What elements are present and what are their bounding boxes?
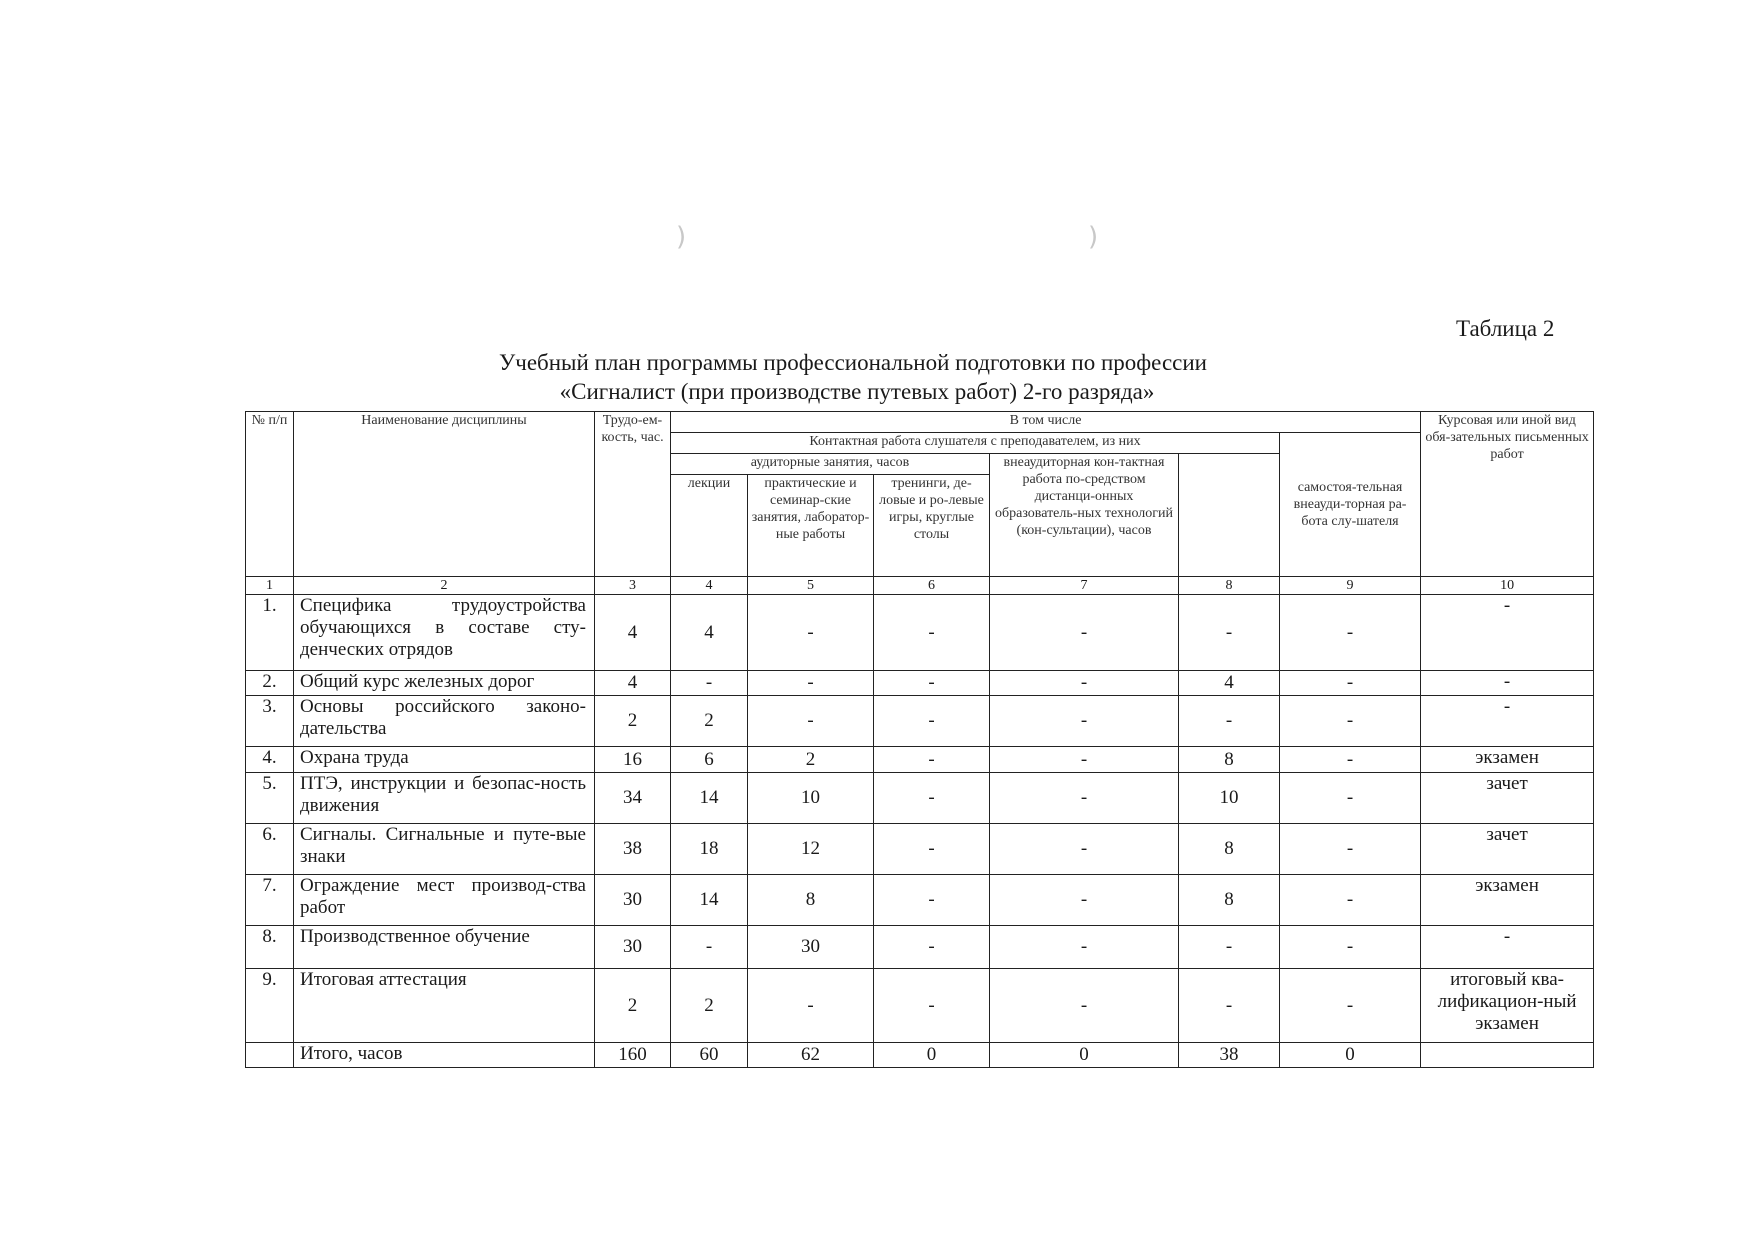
table-row xyxy=(246,671,1594,696)
row-num: 5. xyxy=(246,773,294,824)
column-number: 7 xyxy=(990,577,1179,595)
row-course: - xyxy=(1280,747,1421,773)
row-extra: - xyxy=(990,875,1179,926)
row-self: 8 xyxy=(1179,747,1280,773)
header-trainings: тренинги, де-ловые и ро-левые игры, круглые столы xyxy=(874,475,990,577)
row-labor: 38 xyxy=(595,824,671,875)
total-label: Итого, часов xyxy=(294,1043,595,1068)
row-course: - xyxy=(1280,875,1421,926)
table-row xyxy=(246,696,1594,747)
total-course: 0 xyxy=(1280,1043,1421,1068)
row-extra: - xyxy=(990,696,1179,747)
row-self: 8 xyxy=(1179,875,1280,926)
row-discipline: Общий курс железных дорог xyxy=(294,671,595,696)
scan-artifact-mark: ) xyxy=(1088,222,1099,252)
row-discipline: Основы российского законо-дательства xyxy=(294,696,595,747)
row-num: 1. xyxy=(246,595,294,671)
row-trainings: - xyxy=(874,926,990,969)
row-labor: 34 xyxy=(595,773,671,824)
table-label: Таблица 2 xyxy=(1456,316,1555,341)
row-discipline: Производственное обучение xyxy=(294,926,595,969)
row-extra: - xyxy=(990,926,1179,969)
row-num: 8. xyxy=(246,926,294,969)
row-discipline: ПТЭ, инструкции и безопас-ность движения xyxy=(294,773,595,824)
row-lectures: 4 xyxy=(671,595,748,671)
total-extra: 0 xyxy=(990,1043,1179,1068)
row-num: 9. xyxy=(246,969,294,1043)
row-self: 4 xyxy=(1179,671,1280,696)
row-practical: - xyxy=(748,595,874,671)
row-labor: 2 xyxy=(595,969,671,1043)
header-including: В том числе xyxy=(671,412,1421,433)
row-self: - xyxy=(1179,696,1280,747)
document-title-line-2: «Сигналист (при производстве путевых работ) 2-го разряда» xyxy=(559,379,1155,404)
row-lectures: 2 xyxy=(671,969,748,1043)
row-trainings: - xyxy=(874,671,990,696)
total-trainings: 0 xyxy=(874,1043,990,1068)
column-number: 1 xyxy=(246,577,294,595)
row-course: - xyxy=(1280,969,1421,1043)
column-number: 3 xyxy=(595,577,671,595)
row-labor: 4 xyxy=(595,595,671,671)
row-labor: 30 xyxy=(595,926,671,969)
header-extra-auditory: внеаудиторная кон-тактная работа по-средством дистанци-онных образователь-ных технологий (кон-сультации), часов xyxy=(990,454,1179,577)
table-row xyxy=(246,747,1594,773)
row-form: экзамен xyxy=(1421,747,1594,773)
row-trainings: - xyxy=(874,969,990,1043)
row-form: - xyxy=(1421,926,1594,969)
row-self: - xyxy=(1179,595,1280,671)
column-number: 4 xyxy=(671,577,748,595)
header-labor: Трудо-ем-кость, час. xyxy=(595,412,671,577)
row-num: 2. xyxy=(246,671,294,696)
table-row xyxy=(246,824,1594,875)
row-lectures: 14 xyxy=(671,773,748,824)
row-course: - xyxy=(1280,671,1421,696)
row-form: зачет xyxy=(1421,773,1594,824)
row-extra: - xyxy=(990,595,1179,671)
row-practical: 8 xyxy=(748,875,874,926)
row-labor: 4 xyxy=(595,671,671,696)
row-trainings: - xyxy=(874,595,990,671)
curriculum-table xyxy=(245,411,1594,1068)
row-practical: - xyxy=(748,671,874,696)
column-number: 9 xyxy=(1280,577,1421,595)
row-self: 8 xyxy=(1179,824,1280,875)
row-form: экзамен xyxy=(1421,875,1594,926)
column-number: 10 xyxy=(1421,577,1594,595)
row-practical: 10 xyxy=(748,773,874,824)
column-number: 8 xyxy=(1179,577,1280,595)
column-number: 2 xyxy=(294,577,595,595)
header-lectures: лекции xyxy=(671,475,748,577)
row-lectures: - xyxy=(671,926,748,969)
row-lectures: 18 xyxy=(671,824,748,875)
row-discipline: Ограждение мест производ-ства работ xyxy=(294,875,595,926)
header-name: Наименование дисциплины xyxy=(294,412,595,577)
row-labor: 2 xyxy=(595,696,671,747)
row-practical: - xyxy=(748,969,874,1043)
total-lectures: 60 xyxy=(671,1043,748,1068)
total-form xyxy=(1421,1043,1594,1068)
table-row xyxy=(246,969,1594,1043)
row-trainings: - xyxy=(874,824,990,875)
row-practical: 2 xyxy=(748,747,874,773)
row-lectures: - xyxy=(671,671,748,696)
column-number: 6 xyxy=(874,577,990,595)
row-form: - xyxy=(1421,671,1594,696)
row-extra: - xyxy=(990,773,1179,824)
total-practical: 62 xyxy=(748,1043,874,1068)
row-self: - xyxy=(1179,926,1280,969)
row-trainings: - xyxy=(874,773,990,824)
header-course-work: Курсовая или иной вид обя-зательных письменных работ xyxy=(1421,412,1594,577)
row-labor: 16 xyxy=(595,747,671,773)
row-trainings: - xyxy=(874,747,990,773)
row-lectures: 6 xyxy=(671,747,748,773)
row-labor: 30 xyxy=(595,875,671,926)
row-self: - xyxy=(1179,969,1280,1043)
total-num xyxy=(246,1043,294,1068)
row-course: - xyxy=(1280,696,1421,747)
scan-artifact-mark: ) xyxy=(676,222,687,252)
row-course: - xyxy=(1280,773,1421,824)
table-row xyxy=(246,595,1594,671)
row-form: итоговый ква-лификацион-ный экзамен xyxy=(1421,969,1594,1043)
row-discipline: Специфика трудоустройства обучающихся в составе сту-денческих отрядов xyxy=(294,595,595,671)
row-course: - xyxy=(1280,926,1421,969)
column-number-row xyxy=(246,577,1594,595)
header-practical: практические и семинар-ские занятия, лаборатор-ные работы xyxy=(748,475,874,577)
row-trainings: - xyxy=(874,696,990,747)
header-contact: Контактная работа слушателя с преподавателем, из них xyxy=(671,433,1280,454)
table-row xyxy=(246,926,1594,969)
row-extra: - xyxy=(990,747,1179,773)
row-form: - xyxy=(1421,595,1594,671)
row-lectures: 2 xyxy=(671,696,748,747)
total-self: 38 xyxy=(1179,1043,1280,1068)
column-number: 5 xyxy=(748,577,874,595)
row-extra: - xyxy=(990,824,1179,875)
row-discipline: Охрана труда xyxy=(294,747,595,773)
row-num: 3. xyxy=(246,696,294,747)
table-row xyxy=(246,875,1594,926)
row-self: 10 xyxy=(1179,773,1280,824)
document-title-line-1: Учебный план программы профессиональной подготовки по профессии xyxy=(498,350,1207,375)
row-lectures: 14 xyxy=(671,875,748,926)
row-extra: - xyxy=(990,671,1179,696)
total-labor: 160 xyxy=(595,1043,671,1068)
row-practical: 12 xyxy=(748,824,874,875)
row-discipline: Итоговая аттестация xyxy=(294,969,595,1043)
row-practical: 30 xyxy=(748,926,874,969)
row-num: 6. xyxy=(246,824,294,875)
row-form: - xyxy=(1421,696,1594,747)
row-extra: - xyxy=(990,969,1179,1043)
header-auditory: аудиторные занятия, часов xyxy=(671,454,990,475)
header-self-work: самостоя-тельная внеауди-торная ра-бота слу-шателя xyxy=(1280,433,1421,577)
row-num: 7. xyxy=(246,875,294,926)
row-discipline: Сигналы. Сигнальные и путе-вые знаки xyxy=(294,824,595,875)
row-course: - xyxy=(1280,824,1421,875)
row-num: 4. xyxy=(246,747,294,773)
row-practical: - xyxy=(748,696,874,747)
row-course: - xyxy=(1280,595,1421,671)
total-row xyxy=(246,1043,1594,1068)
header-num: № п/п xyxy=(246,412,294,577)
table-row xyxy=(246,773,1594,824)
row-trainings: - xyxy=(874,875,990,926)
row-form: зачет xyxy=(1421,824,1594,875)
